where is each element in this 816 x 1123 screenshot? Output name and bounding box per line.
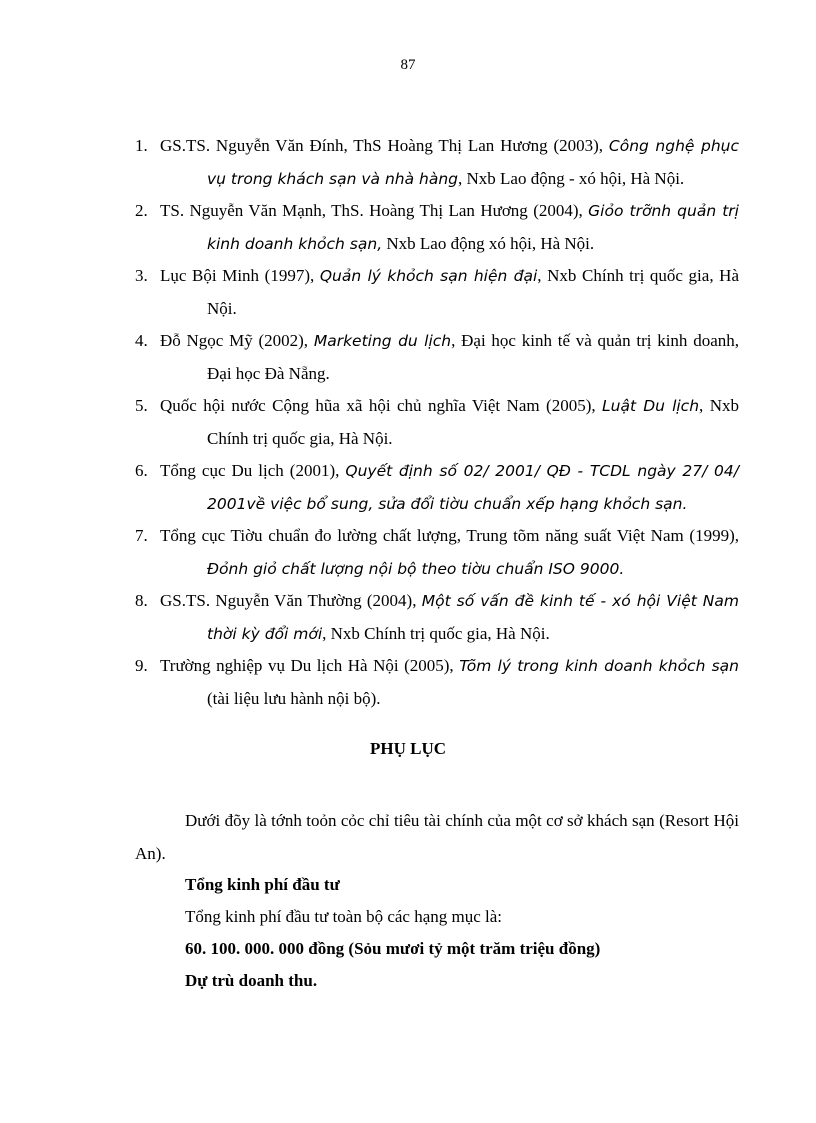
reference-authors: Lục Bội Minh (1997), bbox=[160, 266, 320, 285]
reference-number: 2. bbox=[135, 201, 148, 220]
reference-title: Luật Du lịch bbox=[602, 397, 700, 415]
reference-authors: Quốc hội nước Cộng hũa xã hội chủ nghĩa Việt Nam (2005), bbox=[160, 396, 603, 415]
reference-item bbox=[135, 650, 739, 715]
reference-item bbox=[135, 260, 739, 325]
reference-item bbox=[135, 585, 739, 650]
reference-item bbox=[135, 520, 739, 585]
reference-number: 1. bbox=[135, 136, 148, 155]
reference-publisher: , Nxb Chính trị quốc gia, Hà Nội. bbox=[207, 266, 739, 318]
reference-title: Công nghệ phục vụ trong khách sạn và nhà hàng bbox=[207, 137, 739, 188]
reference-publisher: Nxb Lao động xó hội, Hà Nội. bbox=[382, 233, 595, 253]
reference-number: 7. bbox=[135, 526, 148, 545]
reference-title: Giỏo trỡnh quản trị kinh doanh khỏch sạn, bbox=[207, 202, 739, 253]
reference-authors: GS.TS. Nguyễn Văn Đính, ThS Hoàng Thị Lan Hương (2003), bbox=[160, 136, 609, 155]
reference-publisher: , Nxb Chính trị quốc gia, Hà Nội. bbox=[207, 396, 739, 448]
reference-number: 4. bbox=[135, 331, 148, 350]
reference-title: Quyết định số 02/ 2001/ QĐ - TCDL ngày 27/ 04/ 2001về việc bổ sung, sửa đổi tiờu chuẩn xếp hạng khỏch sạn. bbox=[207, 462, 739, 513]
reference-publisher: , Nxb Chính trị quốc gia, Hà Nội. bbox=[322, 623, 550, 643]
reference-title: Một số vấn đề kinh tế - xó hội Việt Nam thời kỳ đổi mới bbox=[207, 592, 739, 643]
reference-authors: Tổng cục Tiờu chuẩn đo lường chất lượng, Trung tõm năng suất Việt Nam (1999), bbox=[160, 526, 739, 545]
reference-title: Tõm lý trong kinh doanh khỏch sạn bbox=[459, 657, 739, 675]
reference-authors: GS.TS. Nguyễn Văn Thường (2004), bbox=[160, 591, 422, 610]
appendix-intro: Dưới đõy là tớnh toỏn cỏc chỉ tiêu tài chính của một cơ sở khách sạn (Resort Hội An). bbox=[135, 811, 739, 863]
reference-item bbox=[135, 325, 739, 390]
reference-publisher: (tài liệu lưu hành nội bộ). bbox=[207, 688, 381, 708]
reference-list bbox=[135, 130, 739, 715]
reference-item bbox=[135, 455, 739, 520]
reference-publisher: , Đại học kinh tế và quản trị kinh doanh, Đại học Đà Nẵng. bbox=[207, 331, 739, 383]
reference-number: 9. bbox=[135, 656, 148, 675]
reference-item bbox=[135, 390, 739, 455]
reference-number: 8. bbox=[135, 591, 148, 610]
page-number: 87 bbox=[400, 57, 416, 73]
reference-number: 3. bbox=[135, 266, 148, 285]
reference-item bbox=[135, 195, 739, 260]
reference-title: Quản lý khỏch sạn hiện đại bbox=[319, 267, 538, 285]
reference-item bbox=[135, 130, 739, 195]
investment-heading: Tổng kinh phí đầu tư bbox=[185, 875, 340, 894]
reference-authors: TS. Nguyễn Văn Mạnh, ThS. Hoàng Thị Lan Hương (2004), bbox=[160, 201, 589, 220]
reference-authors: Trường nghiệp vụ Du lịch Hà Nội (2005), bbox=[160, 656, 460, 675]
reference-number: 5. bbox=[135, 396, 148, 415]
reference-title: Marketing du lịch bbox=[313, 332, 452, 350]
reference-publisher: , Nxb Lao động - xó hội, Hà Nội. bbox=[458, 168, 685, 188]
revenue-heading: Dự trù doanh thu. bbox=[185, 971, 318, 990]
reference-authors: Đỗ Ngọc Mỹ (2002), bbox=[160, 331, 314, 350]
reference-number: 6. bbox=[135, 461, 148, 480]
investment-amount: 60. 100. 000. 000 đồng (Sỏu mươi tỷ một trăm triệu đồng) bbox=[185, 939, 601, 958]
investment-text: Tổng kinh phí đầu tư toàn bộ các hạng mục là: bbox=[185, 907, 503, 926]
reference-authors: Tổng cục Du lịch (2001), bbox=[160, 461, 346, 480]
appendix-title: PHỤ LỤC bbox=[369, 739, 447, 758]
reference-title: Đỏnh giỏ chất lượng nội bộ theo tiờu chuẩn ISO 9000. bbox=[207, 559, 625, 578]
